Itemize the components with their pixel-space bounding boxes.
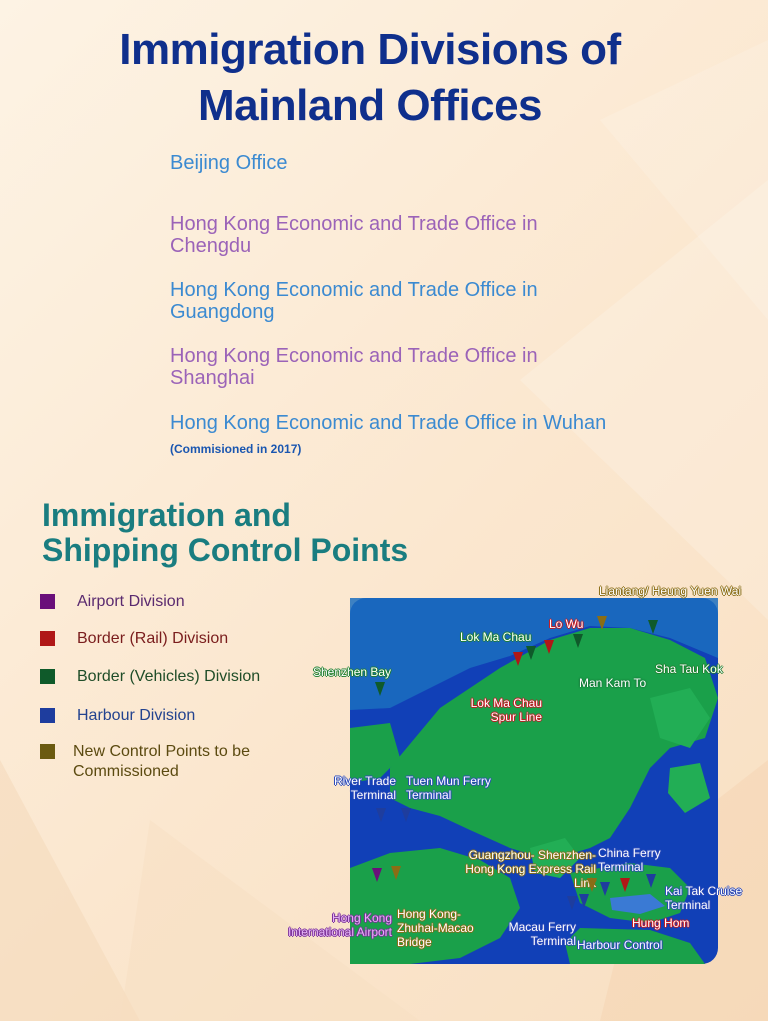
legend-swatch	[40, 669, 55, 684]
label-lok-ma-chau-spur: Lok Ma Chau Spur Line	[470, 696, 542, 724]
marker-china-ferry	[600, 882, 610, 896]
office-name: Hong Kong Economic and Trade Office in Shanghai	[170, 345, 538, 389]
office-item	[170, 279, 570, 323]
legend-label: Border (Rail) Division	[77, 630, 229, 647]
label-shenzhen-bay: Shenzhen Bay	[313, 665, 392, 679]
marker-macau-ferry	[567, 896, 577, 910]
legend-swatch	[40, 708, 55, 723]
label-liantang	[599, 584, 741, 598]
marker-shenzhen-bay	[375, 682, 385, 696]
office-item	[170, 412, 690, 460]
marker-hung-hom	[620, 878, 630, 892]
label-guangzhou-rail: Guangzhou- Shenzhen-Hong Kong Express Rail Link	[465, 848, 596, 890]
label-hzm-bridge: Hong Kong- Zhuhai-Macao Bridge	[397, 907, 474, 949]
marker-guangzhou-rail	[587, 878, 597, 892]
label-macau-ferry: Macau Ferry Terminal	[508, 920, 576, 948]
legend-label: Harbour Division	[77, 707, 196, 724]
office-item	[170, 345, 570, 389]
marker-lo-wu	[544, 640, 554, 654]
label-china-ferry: China Ferry Terminal	[598, 846, 661, 874]
legend-label: Border (Vehicles) Division	[77, 668, 261, 685]
marker-sha-tau-kok	[648, 620, 658, 634]
marker-hzm-bridge	[391, 866, 401, 880]
office-item	[170, 213, 570, 257]
marker-liantang	[597, 616, 607, 630]
label-tuen-mun: Tuen Mun Ferry Terminal	[406, 774, 491, 802]
marker-river-trade	[376, 808, 386, 822]
label-man-kam-to: Man Kam To	[579, 676, 647, 690]
office-note: (Commisioned in 2017)	[170, 442, 302, 456]
legend-swatch	[40, 744, 55, 759]
label-lo-wu: Lo Wu	[549, 617, 584, 631]
office-name: Hong Kong Economic and Trade Office in Guangdong	[170, 279, 538, 323]
label-hung-hom: Hung Hom	[632, 916, 690, 930]
label-hk-airport: Hong Kong International Airport	[287, 911, 392, 939]
marker-harbour-control	[579, 894, 589, 908]
label-kai-tak: Kai Tak Cruise Terminal	[665, 884, 743, 912]
marker-kai-tak	[646, 874, 656, 888]
marker-lok-ma-chau-spur	[513, 652, 523, 666]
office-name: Hong Kong Economic and Trade Office in Chengdu	[170, 213, 538, 257]
office-name: Beijing Office	[170, 152, 288, 174]
label-harbour-control: Harbour Control	[577, 938, 663, 952]
marker-tuen-mun	[401, 808, 411, 822]
marker-man-kam-to	[573, 634, 583, 648]
legend-swatch	[40, 594, 55, 609]
section-title: Immigration and Shipping Control Points	[42, 497, 409, 568]
legend-swatch	[40, 631, 55, 646]
office-name: Hong Kong Economic and Trade Office in Wuhan	[170, 412, 607, 434]
label-river-trade: River Trade Terminal	[333, 774, 396, 802]
label-text: Liantang/ Heung Yuen Wai	[599, 584, 742, 598]
label-sha-tau-kok: Sha Tau Kok	[655, 662, 723, 676]
control-points-map	[287, 584, 743, 964]
label-lok-ma-chau: Lok Ma Chau	[460, 630, 532, 644]
legend-label: New Control Points to be Commissioned	[73, 743, 250, 780]
office-item	[170, 152, 570, 174]
marker-lok-ma-chau	[526, 646, 536, 660]
marker-hk-airport	[372, 868, 382, 882]
page-title: Immigration Divisions of Mainland Offices	[119, 25, 621, 130]
legend-label: Airport Division	[77, 593, 185, 610]
